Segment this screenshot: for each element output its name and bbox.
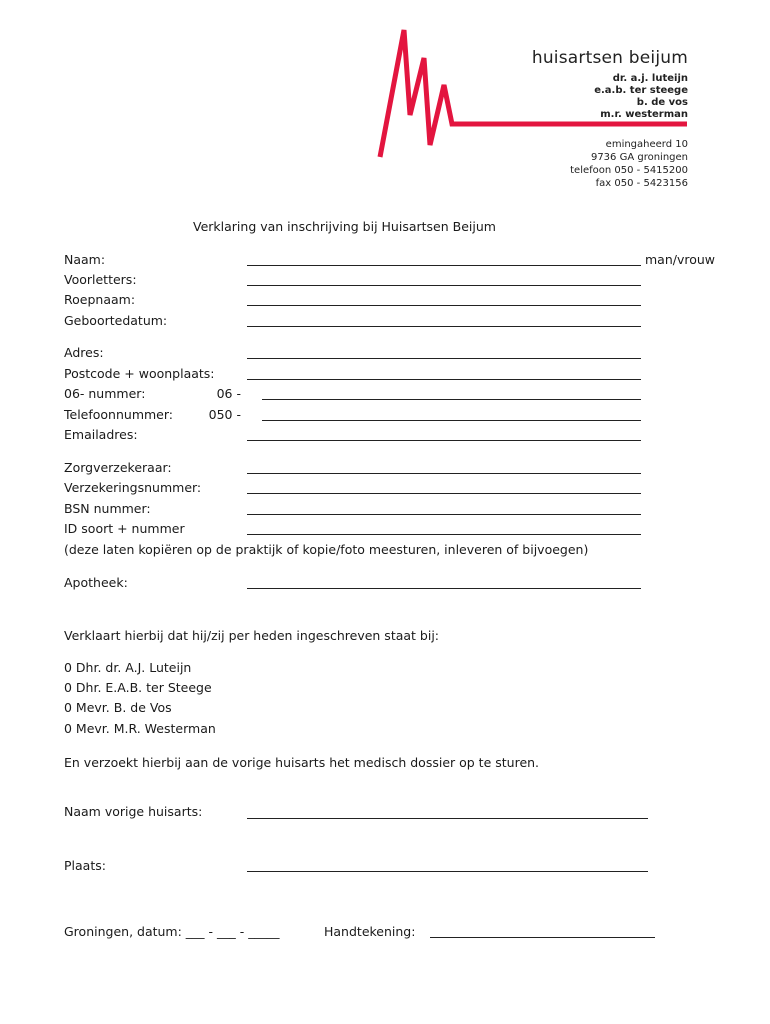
fax-number: fax 050 - 5423156 [595, 178, 688, 189]
geboortedatum-label: Geboortedatum: [64, 313, 168, 328]
id-field[interactable] [247, 534, 641, 535]
gender-label: man/vrouw [645, 252, 716, 267]
phone-number: telefoon 050 - 5415200 [570, 165, 688, 176]
date-field[interactable]: Groningen, datum: ___ - ___ - _____ [64, 924, 280, 939]
contact-block [570, 138, 688, 190]
postcode-label: Postcode + woonplaats: [64, 366, 215, 381]
mobiel-prefix: 06 - [216, 386, 241, 401]
geboortedatum-field[interactable] [247, 326, 641, 327]
prev-doctor-label: Naam vorige huisarts: [64, 804, 203, 819]
roepnaam-field[interactable] [247, 305, 641, 306]
adres-field[interactable] [247, 358, 641, 359]
street-address: emingaheerd 10 [605, 139, 688, 150]
signature-label: Handtekening: [324, 924, 416, 939]
declaration-text: Verklaart hierbij dat hij/zij per heden ingeschreven staat bij: [64, 628, 439, 643]
id-label: ID soort + nummer [64, 521, 185, 536]
place-field[interactable] [247, 871, 648, 872]
doctor-option-ter-steege[interactable]: 0 Dhr. E.A.B. ter Steege [64, 680, 212, 695]
doctor-name: b. de vos [636, 97, 688, 108]
telefoon-prefix: 050 - [208, 407, 241, 422]
bsn-label: BSN nummer: [64, 501, 151, 516]
telefoon-label: Telefoonnummer: [64, 407, 174, 422]
mobiel-label: 06- nummer: [64, 386, 146, 401]
postcode-field[interactable] [247, 379, 641, 380]
signature-field[interactable] [430, 937, 655, 938]
doctor-name: e.a.b. ter steege [594, 85, 688, 96]
naam-field[interactable] [247, 265, 641, 266]
doctor-option-de-vos[interactable]: 0 Mevr. B. de Vos [64, 700, 172, 715]
naam-label: Naam: [64, 252, 106, 267]
mobiel-field[interactable] [262, 399, 641, 400]
doctor-option-westerman[interactable]: 0 Mevr. M.R. Westerman [64, 721, 216, 736]
apotheek-field[interactable] [247, 588, 641, 589]
voorletters-label: Voorletters: [64, 272, 137, 287]
zorgverzekeraar-label: Zorgverzekeraar: [64, 460, 172, 475]
apotheek-label: Apotheek: [64, 575, 128, 590]
doctor-name: m.r. westerman [600, 109, 688, 120]
email-label: Emailadres: [64, 427, 138, 442]
verzekeringsnummer-field[interactable] [247, 493, 641, 494]
form-title: Verklaring van inschrijving bij Huisartsen Beijum [193, 219, 496, 234]
request-text: En verzoekt hierbij aan de vorige huisarts het medisch dossier op te sturen. [64, 755, 540, 770]
doctor-list [594, 73, 688, 121]
bsn-field[interactable] [247, 514, 641, 515]
postal-address: 9736 GA groningen [590, 152, 688, 163]
telefoon-field[interactable] [262, 420, 641, 421]
practice-name: huisartsen beijum [531, 48, 688, 68]
verzekeringsnummer-label: Verzekeringsnummer: [64, 480, 202, 495]
prev-doctor-field[interactable] [247, 818, 648, 819]
zorgverzekeraar-field[interactable] [247, 473, 641, 474]
place-label: Plaats: [64, 858, 106, 873]
voorletters-field[interactable] [247, 285, 641, 286]
roepnaam-label: Roepnaam: [64, 292, 136, 307]
email-field[interactable] [247, 440, 641, 441]
doctor-option-luteijn[interactable]: 0 Dhr. dr. A.J. Luteijn [64, 660, 192, 675]
doctor-name: dr. a.j. luteijn [612, 73, 688, 84]
copy-note: (deze laten kopiëren op de praktijk of kopie/foto meesturen, inleveren of bijvoegen) [64, 542, 589, 557]
adres-label: Adres: [64, 345, 104, 360]
